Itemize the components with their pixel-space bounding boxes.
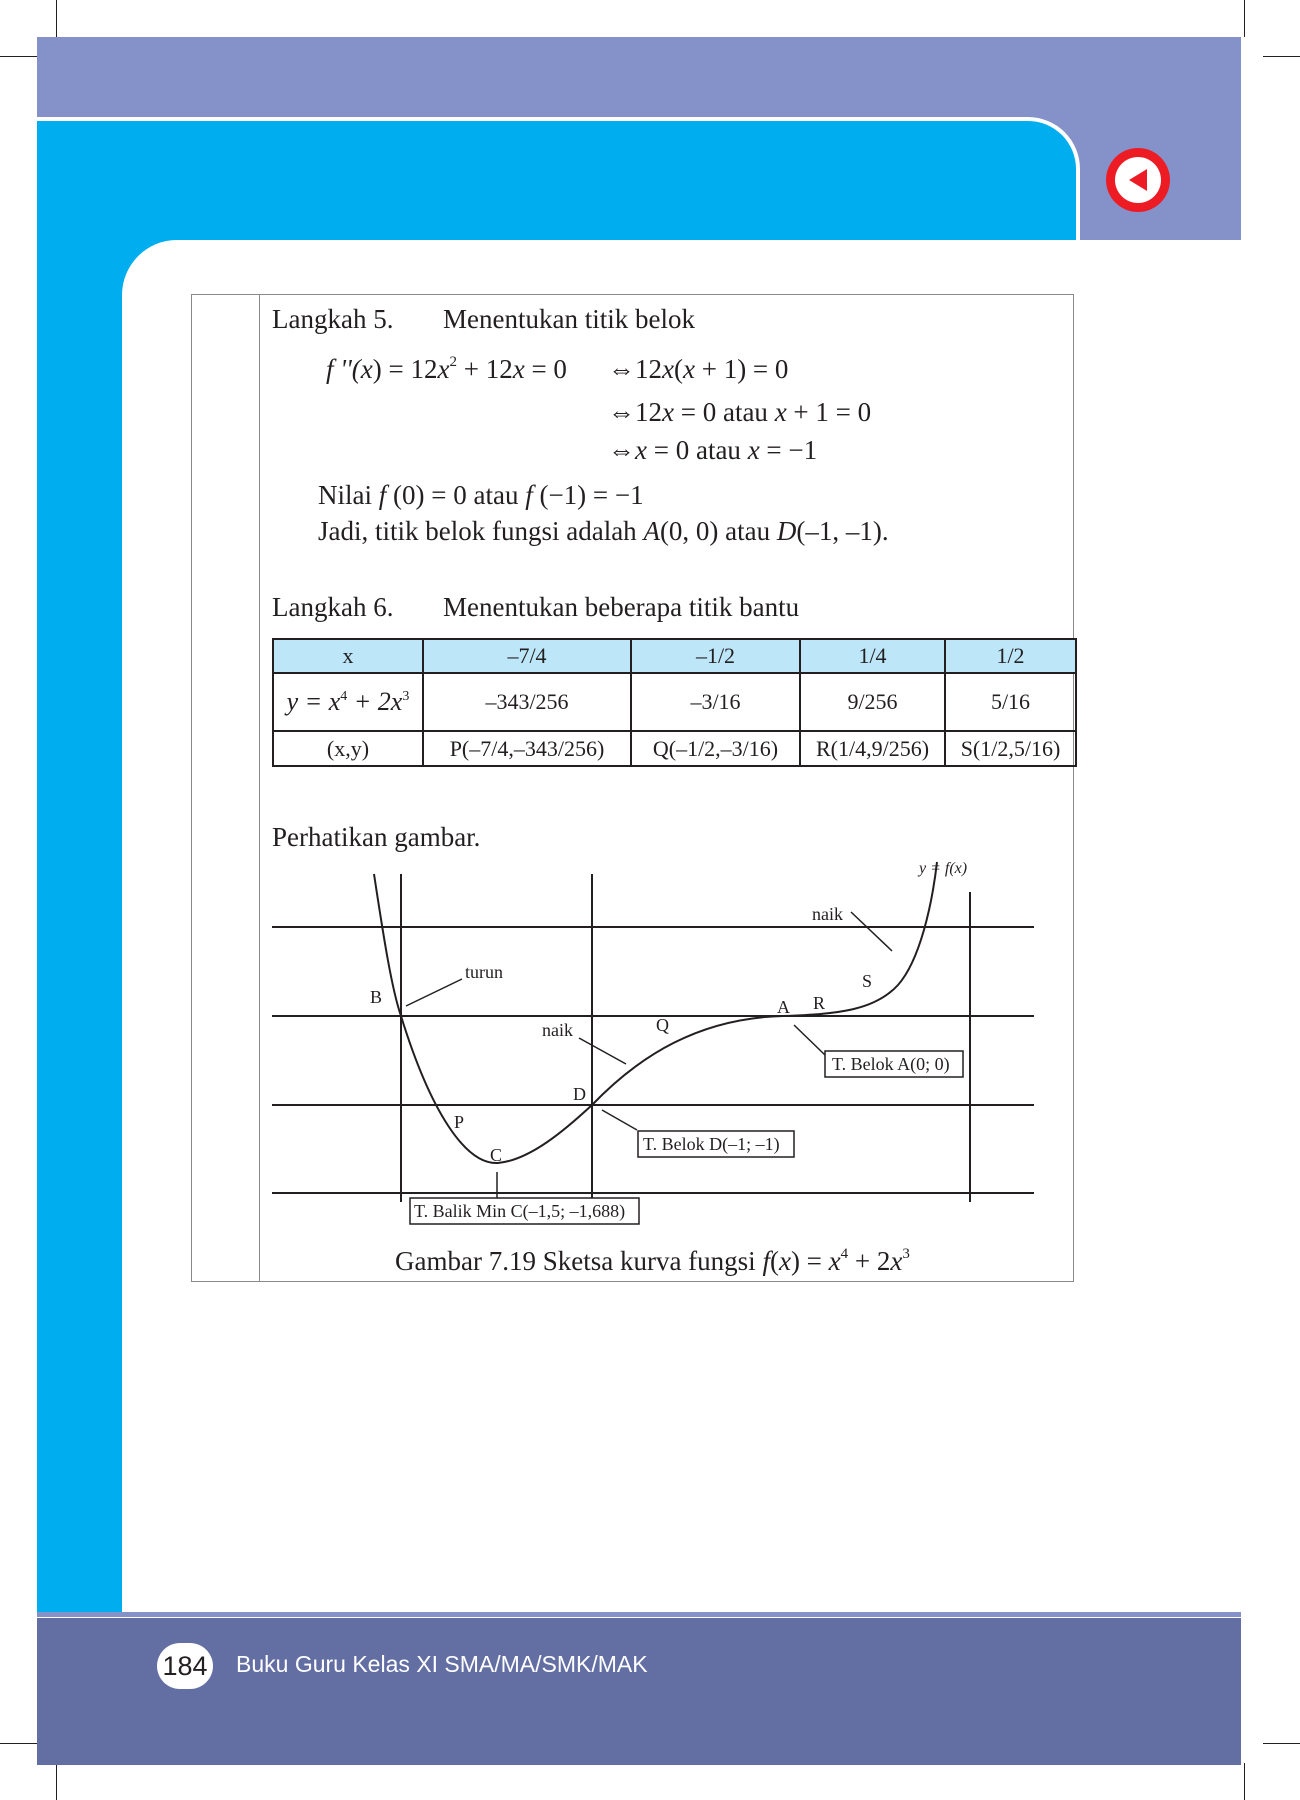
point-label-S: S xyxy=(862,971,873,991)
table-cell: –1/2 xyxy=(631,639,800,673)
belok-d-label: T. Belok D(–1; –1) xyxy=(643,1134,780,1154)
table-cell: R(1/4,9/256) xyxy=(800,731,945,766)
table-row xyxy=(273,731,1076,766)
table-cell: 1/2 xyxy=(945,639,1076,673)
point-label-C: C xyxy=(490,1145,503,1165)
crop-mark xyxy=(56,0,57,37)
crop-mark xyxy=(0,56,37,57)
leader-turun xyxy=(406,979,462,1006)
table-row xyxy=(273,673,1076,731)
equation-line-1-left: f ''$(x) = 12x^2 + 12x = 0$ xyxy=(326,354,567,384)
point-label-Q: Q xyxy=(656,1015,669,1035)
crop-mark xyxy=(0,1743,37,1744)
leader-naik-mid xyxy=(579,1038,626,1064)
equation-line-3: ⇔x = 0 atau x = −1 xyxy=(608,435,818,465)
label-naik-mid: naik xyxy=(542,1020,573,1040)
equation-line-1-right: ⇔12x(x + 1) = 0 xyxy=(608,354,789,384)
iff-symbol: ⇔ xyxy=(608,354,635,384)
curve-sketch xyxy=(272,850,1044,1235)
leader-belok-d xyxy=(602,1110,637,1130)
content-divider xyxy=(259,295,260,1281)
crop-mark xyxy=(1263,1743,1300,1744)
table-cell: 9/256 xyxy=(800,673,945,731)
figure-intro: Perhatikan gambar. xyxy=(272,822,481,852)
step5-title: Menentukan titik belok xyxy=(443,304,695,334)
crop-mark xyxy=(56,1763,57,1800)
table-cell: x xyxy=(273,639,423,673)
point-label-D: D xyxy=(573,1084,586,1104)
step5-label: Langkah 5. xyxy=(272,304,394,334)
table-cell: (x,y) xyxy=(273,731,423,766)
table-row xyxy=(273,639,1076,673)
footer-divider xyxy=(37,1612,1241,1617)
label-naik-top: naik xyxy=(812,904,843,924)
step6-label: Langkah 6. xyxy=(272,592,394,622)
label-turun: turun xyxy=(465,962,503,982)
table-cell: –3/16 xyxy=(631,673,800,731)
header-arc xyxy=(37,117,1080,240)
crop-mark xyxy=(1244,1763,1245,1800)
point-label-R: R xyxy=(813,993,826,1013)
crop-mark xyxy=(1244,0,1245,37)
table-cell: Q(–1/2,–3/16) xyxy=(631,731,800,766)
iff-symbol: ⇔ xyxy=(608,397,635,427)
equation-line-2: ⇔12x = 0 atau x + 1 = 0 xyxy=(608,397,872,427)
page-number: 184 xyxy=(157,1643,213,1689)
table-cell: –343/256 xyxy=(423,673,631,731)
step6-title: Menentukan beberapa titik bantu xyxy=(443,592,800,622)
iff-symbol: ⇔ xyxy=(608,435,635,465)
table-cell: 1/4 xyxy=(800,639,945,673)
crop-mark xyxy=(1263,56,1300,57)
balik-min-label: T. Balik Min C(–1,5; –1,688) xyxy=(414,1201,626,1221)
point-label-A: A xyxy=(777,997,790,1017)
back-button[interactable] xyxy=(1106,148,1170,212)
point-label-P: P xyxy=(454,1112,465,1132)
belok-a-label: T. Belok A(0; 0) xyxy=(832,1054,950,1074)
figure-caption: Gambar 7.19 Sketsa kurva fungsi $f(x) = x^4 + 2x^3$ xyxy=(395,1246,910,1276)
helper-points-table xyxy=(272,638,1077,767)
curve-label: y = f(x) xyxy=(919,860,968,877)
table-cell: P(–7/4,–343/256) xyxy=(423,731,631,766)
book-title: Buku Guru Kelas XI SMA/MA/SMK/MAK xyxy=(236,1651,648,1677)
footer-bar xyxy=(37,1618,1241,1765)
leader-belok-a xyxy=(794,1025,825,1055)
table-cell: S(1/2,5/16) xyxy=(945,731,1076,766)
conclusion-line: Jadi, titik belok fungsi adalah A(0, 0) atau D(–1, –1). xyxy=(318,516,889,546)
table-cell: 5/16 xyxy=(945,673,1076,731)
table-cell: $y = x^4 + 2x^3$ xyxy=(273,673,423,731)
leader-naik-top xyxy=(851,912,892,951)
table-cell: –7/4 xyxy=(423,639,631,673)
nilai-line: Nilai f (0) = 0 atau f (−1) = −1 xyxy=(318,480,644,510)
back-arrow-icon xyxy=(1129,169,1147,191)
point-label-B: B xyxy=(370,987,383,1007)
